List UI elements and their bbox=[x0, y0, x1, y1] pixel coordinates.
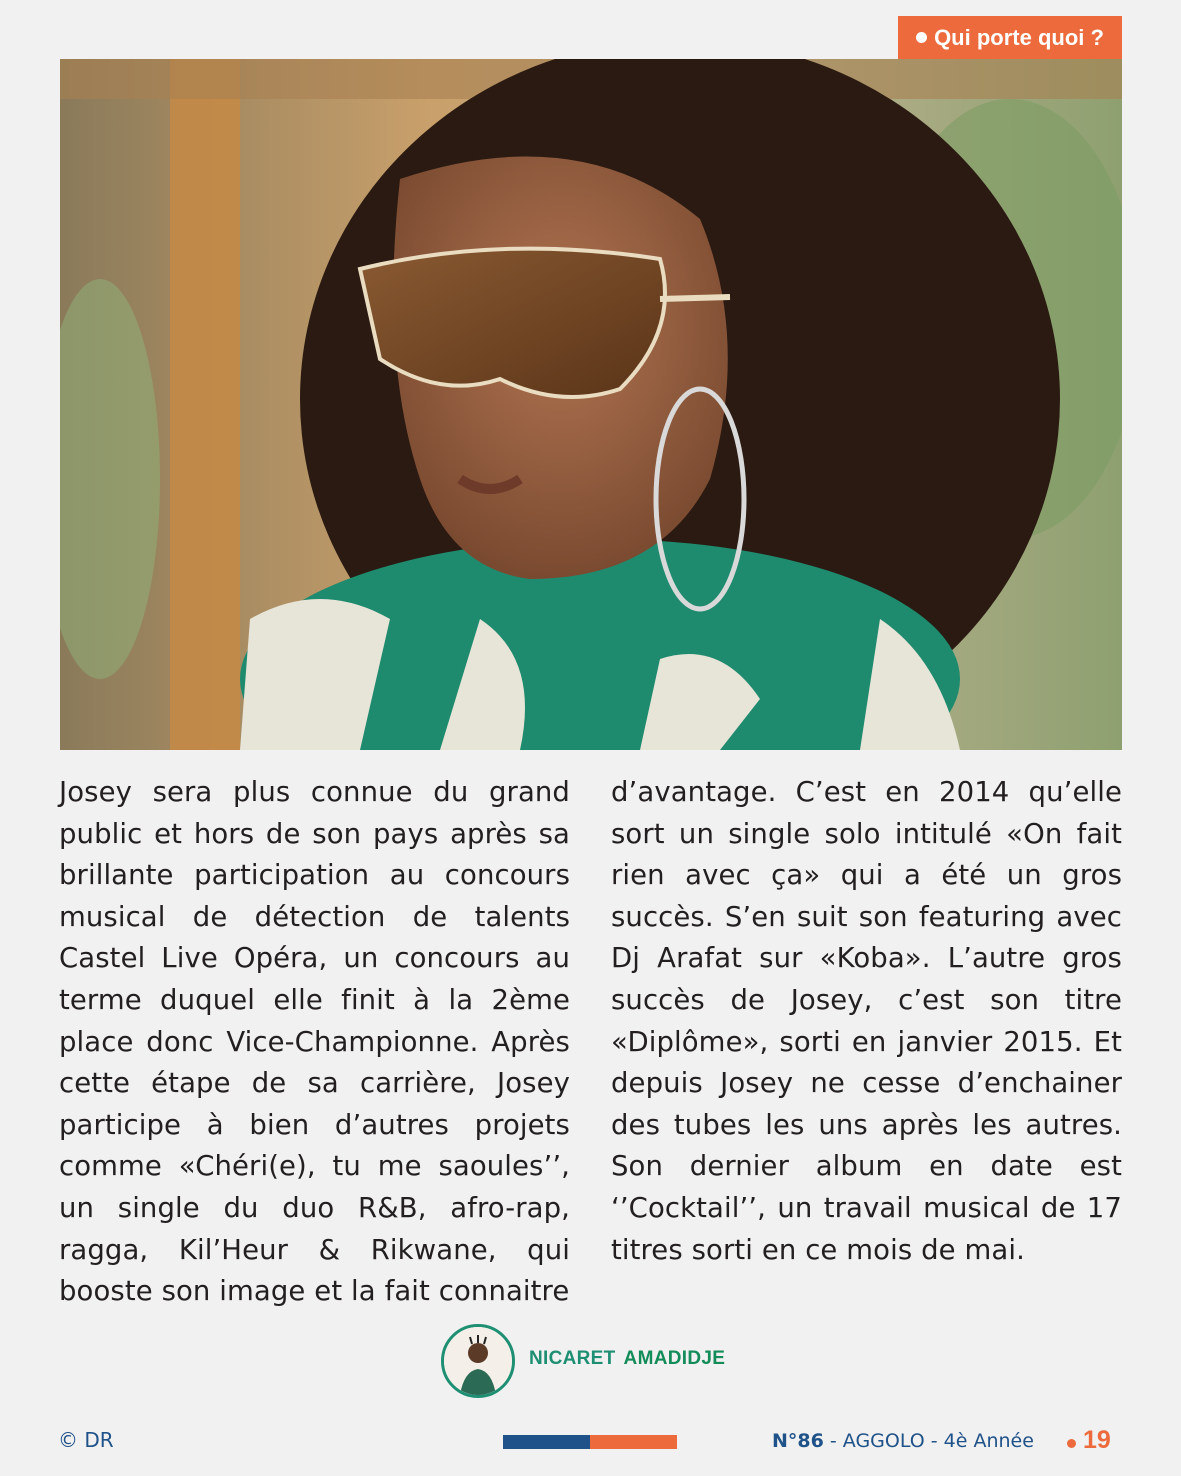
hero-photo bbox=[60, 59, 1122, 750]
footer-bar-blue bbox=[503, 1435, 590, 1449]
bullet-icon bbox=[916, 32, 927, 43]
issue-number: N°86 bbox=[772, 1430, 824, 1452]
issue-info bbox=[772, 1430, 1034, 1452]
author-avatar bbox=[441, 1324, 515, 1398]
issue-text: - AGGOLO - 4è Année bbox=[823, 1430, 1034, 1452]
section-tag bbox=[898, 16, 1122, 59]
author-last-name: AMADIDJE bbox=[623, 1348, 726, 1369]
portrait-illustration bbox=[60, 59, 1122, 750]
footer-bar-orange bbox=[590, 1435, 677, 1449]
page-number: 19 bbox=[1083, 1426, 1111, 1454]
author-name bbox=[529, 1348, 725, 1370]
article-column-left: Josey sera plus connue du grand public et hors de son pays après sa brillante participation au concours musical de détection de talents Castel Live Opéra, un concours au terme duquel elle finit à la 2ème place donc Vice-Championne. Après cette étape de sa carrière, Josey participe à bien d’autres projets comme «Chéri(e), tu me saoules’’, un single du duo R&B, afro-rap, ragga, Kil’Heur & Rikwane, qui booste son image et la fait connaitre bbox=[59, 776, 570, 1308]
section-tag-label: Qui porte quoi ? bbox=[934, 24, 1104, 50]
author-avatar-icon bbox=[444, 1327, 512, 1395]
photo-credit: © DR bbox=[58, 1428, 114, 1452]
author-first-name: NICARET bbox=[529, 1348, 616, 1369]
page-bullet-icon bbox=[1067, 1439, 1076, 1448]
article-column-right: d’avantage. C’est en 2014 qu’elle sort un single solo intitulé «On fait rien avec ça» qui a été un gros succès. S’en suit son featuring avec Dj Arafat sur «Koba». L’autre gros succès de Josey, c’est son titre «Diplôme», sorti en janvier 2015. Et depuis Josey ne cesse d’enchainer des tubes les uns après les autres. Son dernier album en date est ‘’Cocktail’’, un travail musical de 17 titres sorti en ce mois de mai. bbox=[611, 776, 1122, 1266]
